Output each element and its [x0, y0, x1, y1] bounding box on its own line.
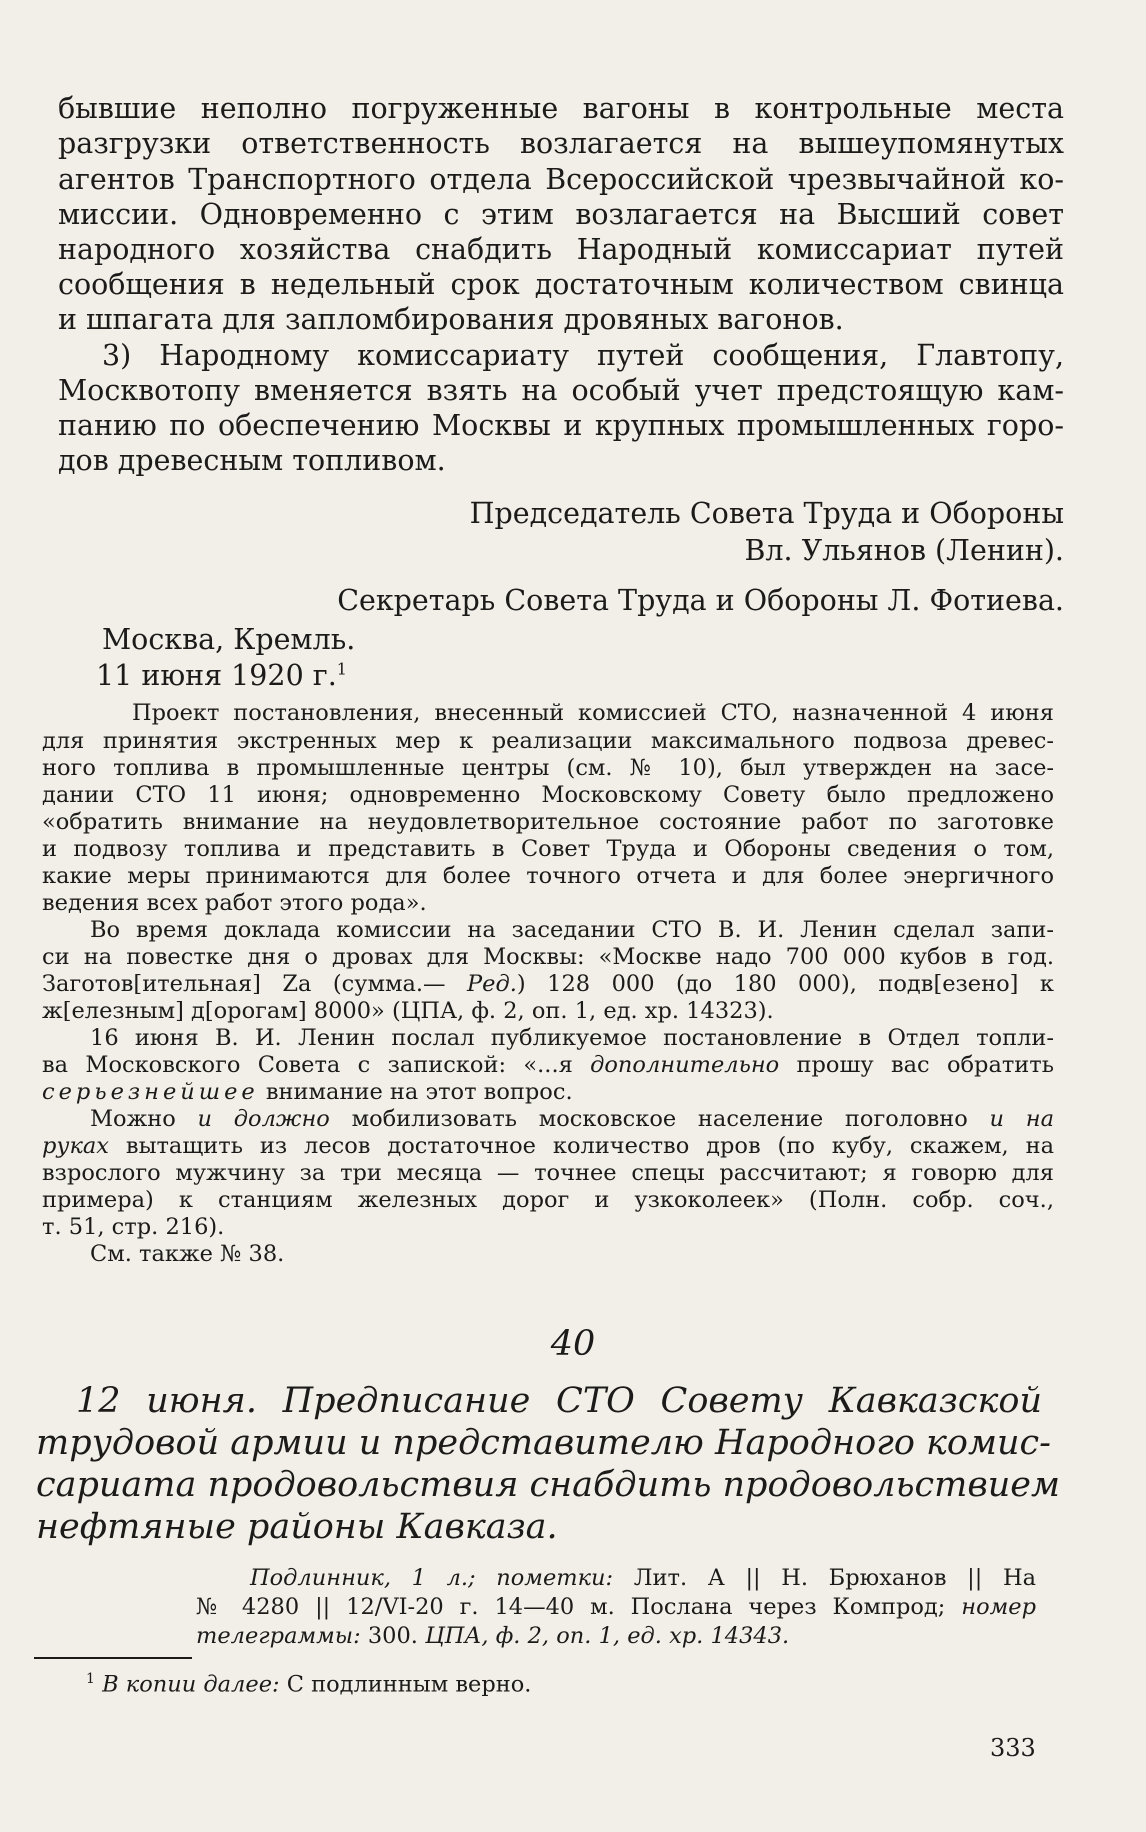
note-see-also: См. также № 38.: [90, 1241, 285, 1267]
signature-chairman-name: Вл. Ульянов (Ленин).: [744, 534, 1064, 567]
footnote-rule: [34, 1657, 192, 1659]
note-line-12: ж[елезным] д[орогам] 8000» (ЦПА, ф. 2, оп. 1, ед. хр. 14323).: [42, 998, 774, 1024]
note-line-4: дании СТО 11 июня; одновременно Московскому Совету было предложено: [42, 782, 1054, 808]
heading-line-2: трудовой армии и представителю Народного комис-: [36, 1423, 1051, 1463]
body-line-4: миссии. Одновременно с этим возлагается на Высший совет: [58, 198, 1064, 231]
note-line-6: и подвозу топлива и представить в Совет Труда и Обороны сведения о том,: [42, 836, 1054, 862]
source-line-3: телеграммы: 300. ЦПА, ф. 2, оп. 1, ед. хр. 14343.: [196, 1623, 790, 1649]
note-line-5: «обратить внимание на неудовлетворительное состояние работ по заготовке: [42, 809, 1054, 835]
date: 11 июня 1920 г.$^1$: [96, 659, 347, 692]
note-line-20: т. 51, стр. 216).: [42, 1214, 225, 1240]
note-line-1: Проект постановления, внесенный комиссией СТО, назначенной 4 июня: [132, 700, 1054, 726]
place: Москва, Кремль.: [102, 623, 356, 656]
body-line-8: 3) Народному комиссариату путей сообщения, Главтопу,: [102, 339, 1064, 372]
signature-secretary: Секретарь Совета Труда и Обороны Л. Фотиева.: [337, 584, 1064, 617]
note-line-2: для принятия экстренных мер к реализации максимального подвоза древес-: [42, 728, 1054, 754]
note-line-18: взрослого мужчину за три месяца — точнее спецы рассчитают; я говорю для: [42, 1160, 1054, 1186]
note-line-17: руках вытащить из лесов достаточное количество дров (по кубу, скажем, на: [42, 1133, 1054, 1159]
note-line-9: Во время доклада комиссии на заседании СТО В. И. Ленин сделал запи-: [90, 917, 1054, 943]
footnote: $^1$ В копии далее: С подлинным верно.: [86, 1671, 532, 1698]
heading-line-1: 12 июня. Предписание СТО Совету Кавказской: [76, 1381, 1042, 1421]
body-line-5: народного хозяйства снабдить Народный комиссариат путей: [58, 233, 1064, 266]
note-line-10: си на повестке дня о дровах для Москвы: «Москве надо 700 000 кубов в год.: [42, 944, 1054, 970]
body-line-7: и шпагата для запломбирования дровяных вагонов.: [58, 303, 844, 336]
note-line-15: серьезнейшее внимание на этот вопрос.: [42, 1079, 573, 1105]
body-line-11: дов древесным топливом.: [58, 444, 446, 477]
document-number: 40: [550, 1324, 596, 1364]
body-line-6: сообщения в недельный срок достаточным количеством свинца: [58, 268, 1064, 301]
note-line-19: примера) к станциям железных дорог и узкоколеек» (Полн. собр. соч.,: [42, 1187, 1054, 1213]
note-line-16: Можно и должно мобилизовать московское население поголовно и на: [90, 1106, 1054, 1132]
page-number: 333: [990, 1734, 1036, 1762]
body-line-2: разгрузки ответственность возлагается на вышеупомянутых: [58, 127, 1064, 160]
heading-line-4: нефтяные районы Кавказа.: [36, 1507, 558, 1547]
body-line-3: агентов Транспортного отдела Всероссийской чрезвычайной ко-: [58, 163, 1064, 196]
heading-line-3: сариата продовольствия снабдить продовольствием: [36, 1465, 1060, 1505]
note-line-3: ного топлива в промышленные центры (см. № 10), был утвержден на засе-: [42, 755, 1054, 781]
body-line-9: Москвотопу вменяется взять на особый учет предстоящую кам-: [58, 374, 1064, 407]
source-line-2: № 4280 || 12/VI-20 г. 14—40 м. Послана через Компрод; номер: [196, 1594, 1036, 1620]
note-line-8: ведения всех работ этого рода».: [42, 890, 427, 916]
note-line-14: ва Московского Совета с запиской: «...я дополнительно прошу вас обратить: [42, 1052, 1055, 1078]
body-line-10: панию по обеспечению Москвы и крупных промышленных горо-: [58, 409, 1064, 442]
note-line-13: 16 июня В. И. Ленин послал публикуемое постановление в Отдел топли-: [90, 1025, 1054, 1051]
note-line-7: какие меры принимаются для более точного отчета и для более энергичного: [42, 863, 1054, 889]
signature-chairman-title: Председатель Совета Труда и Обороны: [469, 497, 1064, 530]
body-line-1: бывшие неполно погруженные вагоны в контрольные места: [58, 92, 1064, 125]
footnote-marker: 1: [336, 659, 347, 679]
source-line-1: Подлинник, 1 л.; пометки: Лит. А || Н. Брюханов || На: [250, 1565, 1036, 1591]
note-line-11: Заготов[ительная] Za (сумма.— Ред.) 128 000 (до 180 000), подв[езено] к: [42, 971, 1054, 997]
